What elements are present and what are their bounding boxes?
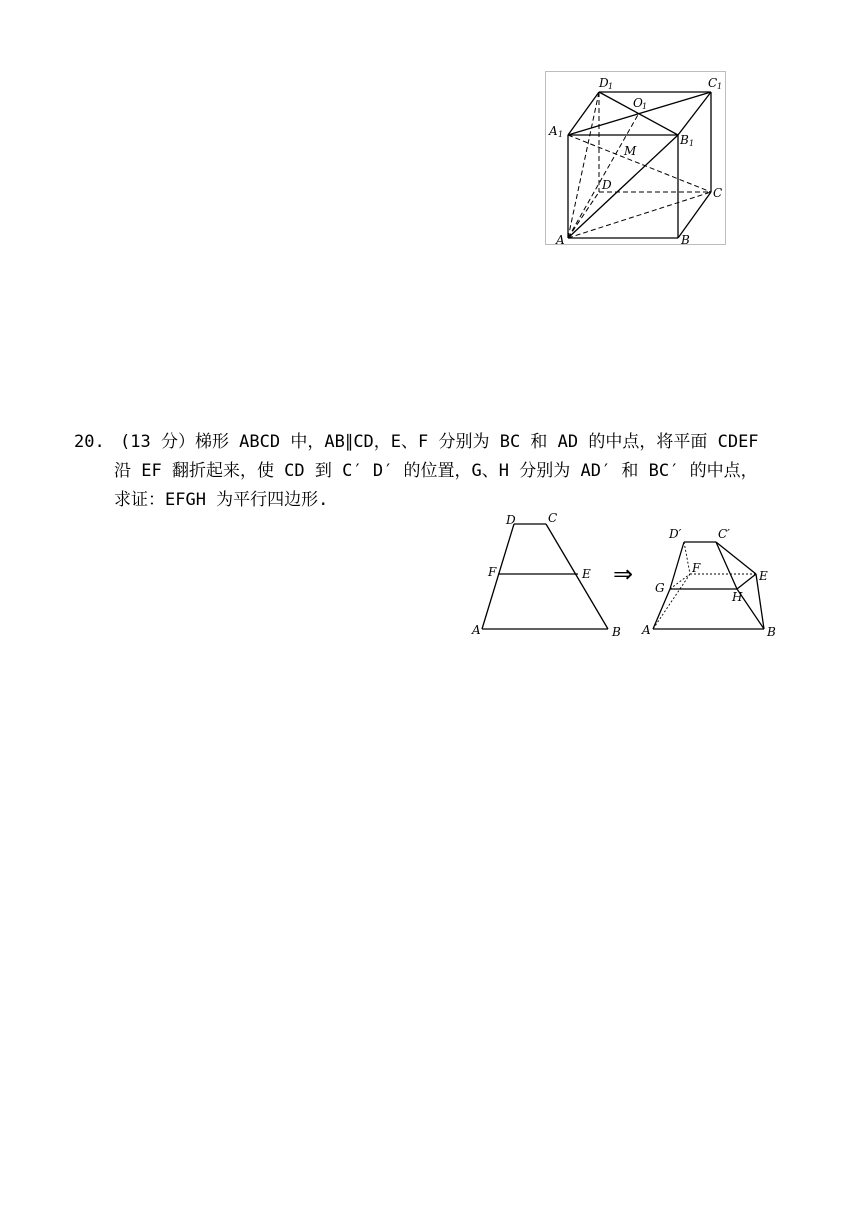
diag-ab1 (568, 135, 678, 238)
label-b1: B (680, 133, 689, 147)
edge-gdp (670, 542, 684, 589)
label-a-flat: A (472, 623, 481, 637)
label-b1-sub: 1 (689, 139, 695, 148)
label-f-fold: F (692, 561, 701, 575)
edge-he (737, 574, 756, 589)
label-o1-sub: 1 (642, 102, 648, 111)
label-dprime: D′ (669, 527, 682, 541)
cube-diagram (546, 72, 727, 246)
edge-cb (546, 524, 608, 629)
label-d1: D (599, 76, 609, 90)
edge-cph (716, 542, 737, 589)
edge-ag (653, 589, 670, 629)
edge-b1c1 (678, 92, 711, 135)
label-b-flat: B (612, 625, 621, 639)
problem-number: 20. (74, 432, 105, 452)
trapezoid-figures (462, 508, 792, 648)
label-o1: O (633, 96, 643, 110)
edge-cpe (716, 542, 756, 574)
label-a: A (556, 233, 565, 246)
label-c-flat: C (548, 511, 558, 525)
edge-bc (678, 192, 711, 238)
edge-ad-hidden (568, 192, 599, 238)
label-d-flat: D (506, 513, 516, 527)
label-e-flat: E (582, 567, 591, 581)
problem-line-3: 求证：EFGH 为平行四边形. (114, 490, 329, 510)
folded-figure (653, 542, 764, 629)
label-a-fold: A (642, 623, 651, 637)
label-h: H (732, 590, 743, 604)
label-b-fold: B (767, 625, 776, 639)
problem-line-2: 沿 EF 翻折起来，使 CD 到 C′ D′ 的位置，G、H 分别为 AD′ 和 BC′ 的中点， (114, 461, 758, 481)
label-b: B (681, 233, 690, 246)
label-e-fold: E (759, 569, 768, 583)
edge-a1d1 (568, 92, 599, 135)
label-a1: A (549, 124, 558, 138)
label-a1-sub: 1 (558, 130, 564, 139)
edge-da (482, 524, 514, 629)
implies-arrow: ⇒ (613, 560, 634, 588)
label-cprime: C′ (718, 527, 730, 541)
label-c1-sub: 1 (717, 82, 723, 91)
label-g: G (655, 581, 665, 595)
label-m: M (624, 144, 637, 158)
label-c: C (713, 186, 723, 200)
label-d1-sub: 1 (608, 82, 614, 91)
diag-ac-hidden (568, 192, 711, 238)
edge-dpf-hidden (684, 542, 690, 574)
problem-line-1: (13 分）梯形 ABCD 中，AB∥CD，E、F 分别为 BC 和 AD 的中点，将平面 CDEF (120, 432, 759, 452)
label-f-flat: F (488, 565, 497, 579)
label-c1: C (708, 76, 718, 90)
label-d: D (602, 178, 612, 192)
edge-gf-hidden (670, 574, 690, 589)
cube-figure (545, 71, 726, 245)
